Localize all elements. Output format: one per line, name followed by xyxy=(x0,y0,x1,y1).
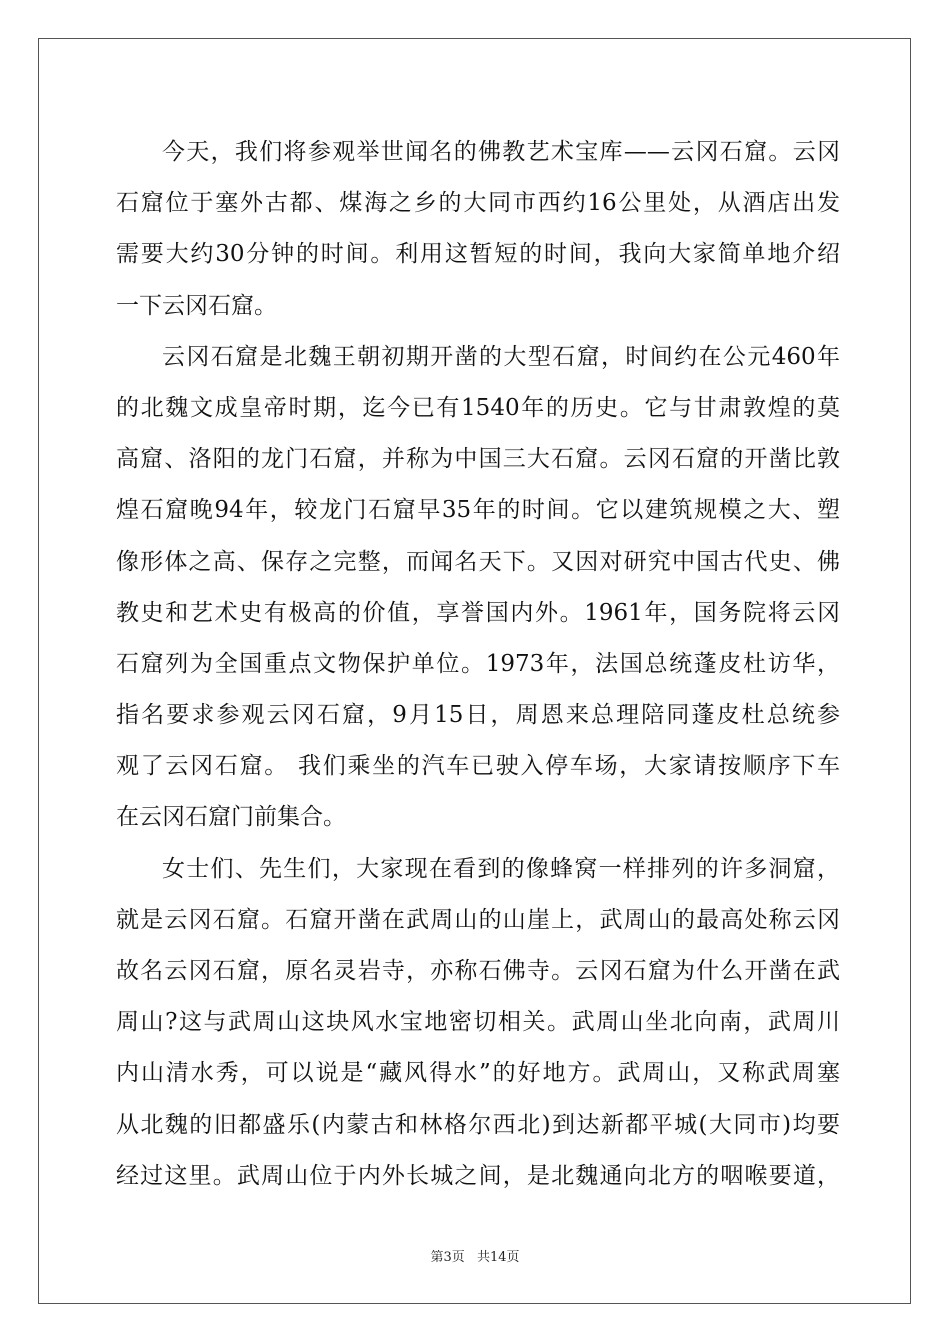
paragraph-3-line-4: 周山?这与武周山这块风水宝地密切相关。武周山坐北向南，武周川 xyxy=(116,1009,840,1036)
page-footer xyxy=(0,1246,950,1265)
paragraph-3-line-3: 故名云冈石窟，原名灵岩寺，亦称石佛寺。云冈石窟为什么开凿在武 xyxy=(116,958,840,984)
paragraph-3-line-2: 就是云冈石窟。石窟开凿在武周山的山崖上，武周山的最高处称云冈 xyxy=(116,906,840,933)
paragraph-1-line-3: 需要大约30分钟的时间。利用这暂短的时间，我向大家简单地介绍 xyxy=(116,241,840,268)
paragraph-2-line-10: 在云冈石窟门前集合。 xyxy=(116,804,346,831)
paragraph-2-line-6: 教史和艺术史有极高的价值，享誉国内外。1961年，国务院将云冈 xyxy=(116,599,840,626)
document-body xyxy=(116,127,840,1202)
paragraph-3-line-6: 从北魏的旧都盛乐(内蒙古和林格尔西北)到达新都平城(大同市)均要 xyxy=(116,1111,840,1138)
paragraph-2-line-3: 高窟、洛阳的龙门石窟，并称为中国三大石窟。云冈石窟的开凿比敦 xyxy=(116,446,840,473)
paragraph-1-line-4: 一下云冈石窟。 xyxy=(116,292,277,319)
paragraph-3-line-1: 女士们、先生们，大家现在看到的像蜂窝一样排列的许多洞窟， xyxy=(162,855,840,882)
paragraph-2-line-8: 指名要求参观云冈石窟，9月15日，周恩来总理陪同蓬皮杜总统参 xyxy=(116,702,840,729)
paragraph-2-line-5: 像形体之高、保存之完整，而闻名天下。又因对研究中国古代史、佛 xyxy=(116,548,840,575)
paragraph-1-line-2: 石窟位于塞外古都、煤海之乡的大同市西约16公里处，从酒店出发 xyxy=(116,190,840,217)
page-number: 第3页 xyxy=(430,1250,465,1265)
paragraph-3-line-5: 内山清水秀，可以说是“藏风得水”的好地方。武周山，又称武周塞 xyxy=(116,1060,840,1087)
paragraph-2-line-9: 观了云冈石窟。 我们乘坐的汽车已驶入停车场，大家请按顺序下车 xyxy=(116,753,840,780)
paragraph-1-line-1: 今天，我们将参观举世闻名的佛教艺术宝库——云冈石窟。云冈 xyxy=(162,139,840,165)
paragraph-2-line-4: 煌石窟晚94年，较龙门石窟早35年的时间。它以建筑规模之大、塑 xyxy=(116,497,840,524)
paragraph-3-line-7: 经过这里。武周山位于内外长城之间，是北魏通向北方的咽喉要道， xyxy=(116,1162,840,1189)
paragraph-2-line-7: 石窟列为全国重点文物保护单位。1973年，法国总统蓬皮杜访华， xyxy=(116,650,840,677)
total-pages: 共14页 xyxy=(476,1250,520,1265)
paragraph-2-line-2: 的北魏文成皇帝时期，迄今已有1540年的历史。它与甘肃敦煌的莫 xyxy=(116,394,840,421)
paragraph-2-line-1: 云冈石窟是北魏王朝初期开凿的大型石窟，时间约在公元460年 xyxy=(162,343,840,370)
